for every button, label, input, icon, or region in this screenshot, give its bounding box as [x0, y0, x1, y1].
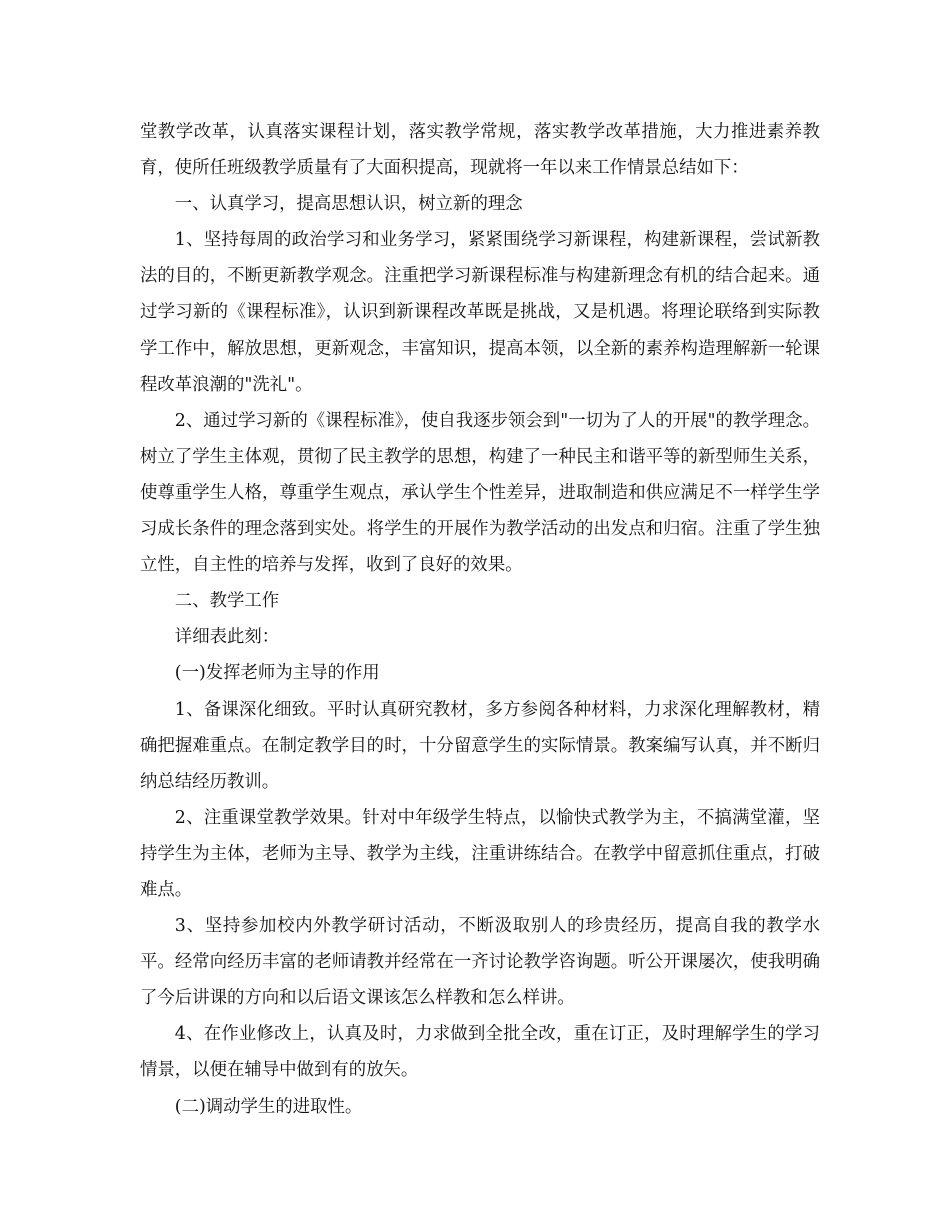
subsection-heading-2-1: (一)发挥老师为主导的作用 [174, 663, 380, 684]
paragraph-intro-continuation: 堂教学改革，认真落实课程计划，落实教学常规，落实教学改革措施，大力推进素养教育，使所任班级教学质量有了大面积提高，现就将一年以来工作情景总结如下： [140, 122, 820, 179]
paragraph-details-intro: 详细表此刻： [174, 627, 280, 648]
section-heading-2: 二、教学工作 [174, 591, 280, 612]
paragraph-1-2: 2、通过学习新的《课程标准》，使自我逐步领会到"一切为了人的开展"的教学理念。树立了学生主体观，贯彻了民主教学的思想，构建了一种民主和谐平等的新型师生关系，使尊重学生人格，尊重学生观点，承认学生个性差异，进取制造和供应满足不一样学生学习成长条件的理念落到实处。将学生的开展作为教学活动的出发点和归宿。注重了学生独立性，自主性的培养与发挥，收到了良好的效果。 [140, 410, 820, 576]
document-body [140, 114, 820, 1125]
section-heading-1: 一、认真学习，提高思想认识，树立新的理念 [174, 194, 523, 215]
subsection-heading-2-2: (二)调动学生的进取性。 [174, 1096, 363, 1117]
paragraph-2-1-4: 4、在作业修改上，认真及时，力求做到全批全改，重在订正，及时理解学生的学习情景，以便在辅导中做到有的放矢。 [140, 1024, 820, 1081]
paragraph-2-1-3: 3、坚持参加校内外教学研讨活动，不断汲取别人的珍贵经历，提高自我的教学水平。经常向经历丰富的老师请教并经常在一齐讨论教学咨询题。听公开课屡次，使我明确了今后讲课的方向和以后语文课该怎么样教和怎么样讲。 [140, 916, 820, 1009]
paragraph-2-1-2: 2、注重课堂教学效果。针对中年级学生特点，以愉快式教学为主，不搞满堂灌，坚持学生为主体，老师为主导、教学为主线，注重讲练结合。在教学中留意抓住重点，打破难点。 [140, 807, 820, 900]
paragraph-1-1: 1、坚持每周的政治学习和业务学习，紧紧围绕学习新课程，构建新课程，尝试新教法的目的，不断更新教学观念。注重把学习新课程标准与构建新理念有机的结合起来。通过学习新的《课程标准》，认识到新课程改革既是挑战，又是机遇。将理论联络到实际教学工作中，解放思想，更新观念，丰富知识，提高本领，以全新的素养构造理解新一轮课程改革浪潮的"洗礼"。 [140, 230, 820, 395]
paragraph-2-1-1: 1、备课深化细致。平时认真研究教材，多方参阅各种材料，力求深化理解教材，精确把握难重点。在制定教学目的时，十分留意学生的实际情景。教案编写认真，并不断归纳总结经历教训。 [140, 699, 820, 792]
